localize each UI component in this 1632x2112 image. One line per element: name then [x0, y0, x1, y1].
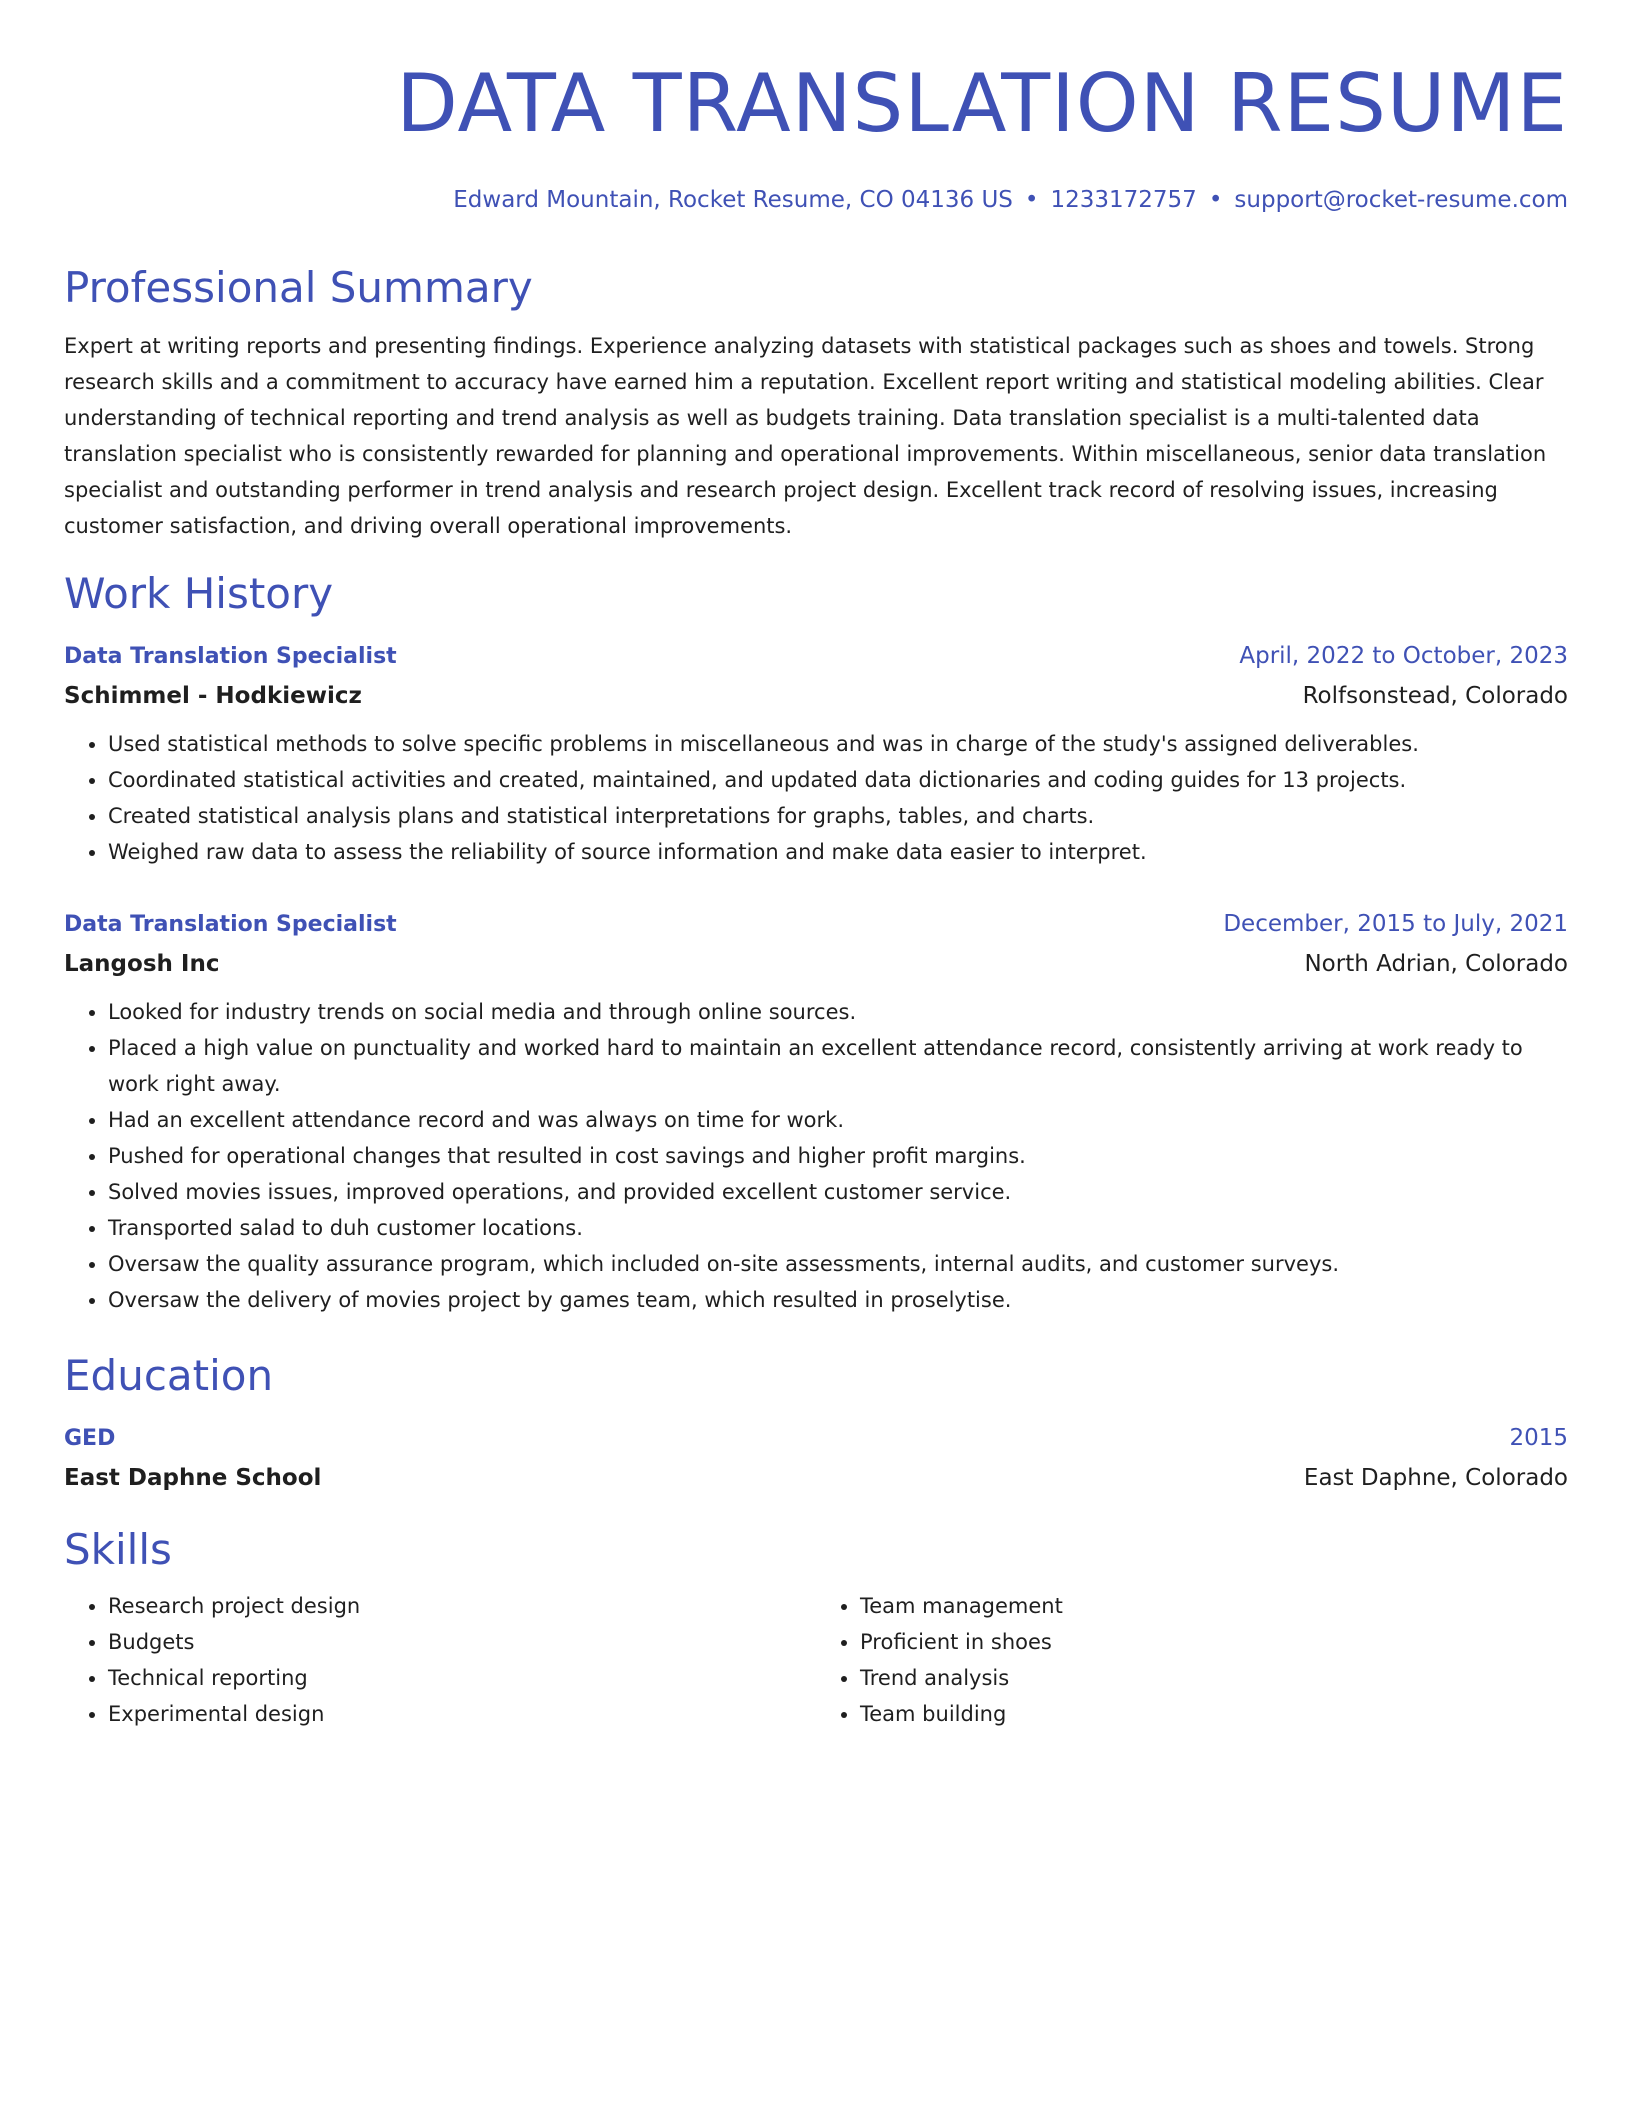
- education-entry: [64, 1422, 1568, 1494]
- contact-line: [64, 184, 1568, 216]
- job-bullet: • Had an excellent attendance record and was always on time for work.: [108, 1102, 1568, 1138]
- job-bullet: • Weighed raw data to assess the reliability of source information and make data easier to interpret.: [108, 834, 1568, 870]
- skills-section: [64, 1524, 1568, 1732]
- section-heading-work-history: Work History: [64, 569, 334, 618]
- skill-item: • Team management: [860, 1588, 1568, 1624]
- job-location: Rolfsonstead, Colorado: [1302, 683, 1568, 709]
- job-dates: April, 2022 to October, 2023: [1239, 643, 1568, 669]
- education-section: [64, 1350, 1568, 1494]
- skills-columns: [64, 1588, 1568, 1732]
- resume-header: [64, 56, 1568, 216]
- section-heading-skills: Skills: [64, 1525, 172, 1574]
- job-bullet: • Oversaw the delivery of movies project by games team, which resulted in proselytise.: [108, 1282, 1568, 1318]
- contact-email: support@rocket-resume.com: [1234, 187, 1568, 213]
- job-bullet: • Solved movies issues, improved operations, and provided excellent customer service.: [108, 1174, 1568, 1210]
- resume-title: DATA TRANSLATION RESUME: [396, 57, 1568, 150]
- job-employer-row: [64, 673, 1568, 712]
- skill-item: • Experimental design: [108, 1696, 816, 1732]
- job-header-row: [64, 908, 1568, 941]
- education-year: 2015: [1509, 1425, 1568, 1451]
- job-bullet: • Placed a high value on punctuality and worked hard to maintain an excellent attendance record, consistently arriving at work ready to work right away.: [108, 1030, 1568, 1102]
- education-location: East Daphne, Colorado: [1303, 1465, 1568, 1491]
- job-bullet: • Used statistical methods to solve specific problems in miscellaneous and was in charge of the study's assigned deliverables.: [108, 726, 1568, 762]
- job-title: Data Translation Specialist: [64, 912, 397, 937]
- skills-list-right: [816, 1588, 1568, 1732]
- job-company: Schimmel - Hodkiewicz: [64, 683, 362, 709]
- summary-text: Expert at writing reports and presenting findings. Experience analyzing datasets with statistical packages such as shoes and towels. Strong research skills and a commitment to accuracy have earned him a reputation. Excellent report writing and statistical modeling abilities. Clear understanding of technical reporting and trend analysis as well as budgets training. Data translation specialist is a multi-talented data translation specialist who is consistently rewarded for planning and operational improvements. Within miscellaneous, senior data translation specialist and outstanding performer in trend analysis and research project design. Excellent track record of resolving issues, increasing customer satisfaction, and driving overall operational improvements.: [64, 334, 1547, 538]
- education-school-row: [64, 1455, 1568, 1494]
- skill-item: • Budgets: [108, 1624, 816, 1660]
- job-header-row: [64, 640, 1568, 673]
- skill-item: • Trend analysis: [860, 1660, 1568, 1696]
- skills-list-left: [64, 1588, 816, 1732]
- job-title: Data Translation Specialist: [64, 644, 397, 669]
- job-employer-row: [64, 941, 1568, 980]
- job-entry: [64, 908, 1568, 1318]
- skill-item: • Proficient in shoes: [860, 1624, 1568, 1660]
- job-bullet: • Created statistical analysis plans and statistical interpretations for graphs, tables, and charts.: [108, 798, 1568, 834]
- section-heading-education: Education: [64, 1351, 274, 1400]
- professional-summary-section: [64, 262, 1568, 544]
- education-degree: GED: [64, 1426, 116, 1451]
- work-history-section: [64, 568, 1568, 1318]
- job-bullet: • Coordinated statistical activities and created, maintained, and updated data dictionaries and coding guides for 13 projects.: [108, 762, 1568, 798]
- education-header-row: [64, 1422, 1568, 1455]
- contact-separator: •: [1208, 187, 1223, 213]
- job-bullet-list: [64, 726, 1568, 870]
- job-location: North Adrian, Colorado: [1304, 951, 1568, 977]
- job-bullet: • Looked for industry trends on social media and through online sources.: [108, 994, 1568, 1030]
- job-company: Langosh Inc: [64, 951, 220, 977]
- job-entry: [64, 640, 1568, 870]
- contact-phone: 1233172757: [1050, 187, 1197, 213]
- job-bullet: • Transported salad to duh customer locations.: [108, 1210, 1568, 1246]
- skill-item: • Technical reporting: [108, 1660, 816, 1696]
- job-bullet: • Oversaw the quality assurance program, which included on-site assessments, internal audits, and customer surveys.: [108, 1246, 1568, 1282]
- skill-item: • Team building: [860, 1696, 1568, 1732]
- job-bullet-list: [64, 994, 1568, 1318]
- education-school: East Daphne School: [64, 1465, 322, 1491]
- job-bullet: • Pushed for operational changes that resulted in cost savings and higher profit margins.: [108, 1138, 1568, 1174]
- contact-address: Edward Mountain, Rocket Resume, CO 04136 US: [453, 187, 1013, 213]
- skill-item: • Research project design: [108, 1588, 816, 1624]
- job-dates: December, 2015 to July, 2021: [1223, 911, 1568, 937]
- contact-separator: •: [1024, 187, 1039, 213]
- section-heading-summary: Professional Summary: [64, 263, 533, 312]
